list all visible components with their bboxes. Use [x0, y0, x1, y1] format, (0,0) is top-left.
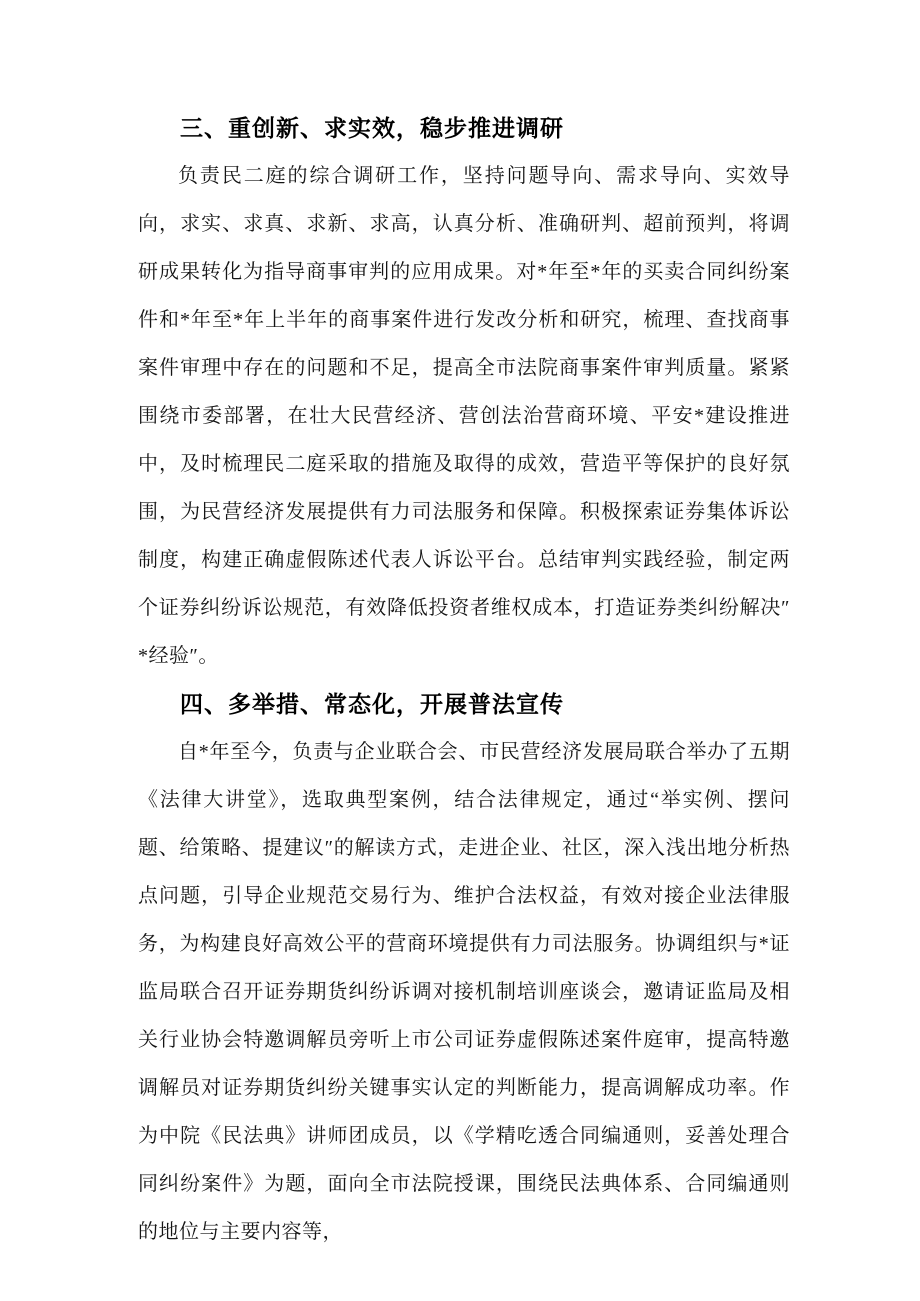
- section-research: [138, 104, 790, 680]
- section-paragraph: 自*年至今，负责与企业联合会、市民营经济发展局联合举办了五期《法律大讲堂》，选取典型案例，结合法律规定，通过“举实例、摆问题、给策略、提建议″的解读方式，走进企业、社区，深入浅出地分析热点问题，引导企业规范交易行为、维护合法权益，有效对接企业法律服务，为构建良好高效公平的营商环境提供有力司法服务。协调组织与*证监局联合召开证券期货纠纷诉调对接机制培训座谈会，邀请证监局及相关行业协会特邀调解员旁听上市公司证券虚假陈述案件庭审，提高特邀调解员对证券期货纠纷关键事实认定的判断能力，提高调解成功率。作为中院《民法典》讲师团成员，以《学精吃透合同编通则，妥善处理合同纠纷案件》为题，面向全市法院授课，围绕民法典体系、合同编通则的地位与主要内容等，: [138, 741, 790, 1243]
- section-heading: 四、多举措、常态化，开展普法宣传: [180, 691, 564, 717]
- section-paragraph: 负责民二庭的综合调研工作，坚持问题导向、需求导向、实效导向，求实、求真、求新、求高，认真分析、准确研判、超前预判，将调研成果转化为指导商事审判的应用成果。对*年至*年的买卖合同纠纷案件和*年至*年上半年的商事案件进行发改分析和研究，梳理、查找商事案件审理中存在的问题和不足，提高全市法院商事案件审判质量。紧紧围绕市委部署，在壮大民营经济、营创法治营商环境、平安*建设推进中，及时梳理民二庭采取的措施及取得的成效，营造平等保护的良好氛围，为民营经济发展提供有力司法服务和保障。积极探索证券集体诉讼制度，构建正确虚假陈述代表人诉讼平台。总结审判实践经验，制定两个证券纠纷诉讼规范，有效降低投资者维权成本，打造证券类纠纷解决″*经验″。: [138, 165, 790, 667]
- section-law-publicity: [138, 680, 790, 1256]
- section-heading: 三、重创新、求实效，稳步推进调研: [180, 115, 564, 141]
